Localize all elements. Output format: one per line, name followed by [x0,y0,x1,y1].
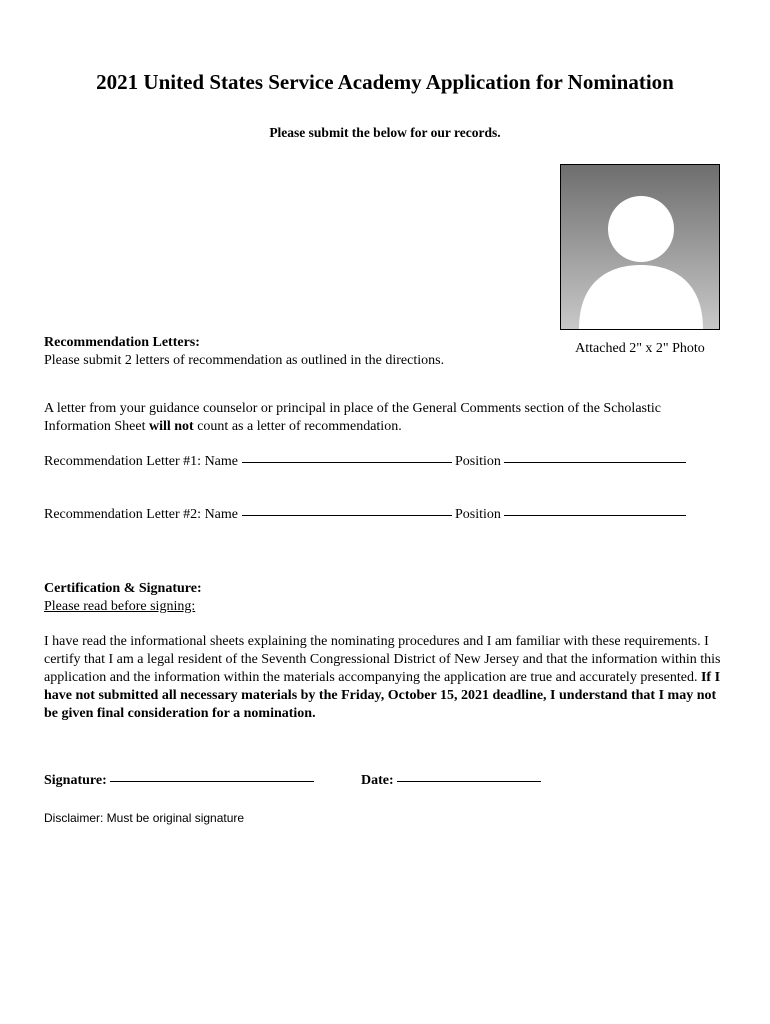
certification-heading: Certification & Signature: [44,581,202,596]
letter-1-name-field[interactable] [242,461,452,463]
recommendation-instruction: Please submit 2 letters of recommendation as outlined in the directions. [44,353,445,368]
letter-2-name-field[interactable] [242,514,452,516]
signature-disclaimer: Disclaimer: Must be original signature [44,811,245,825]
page-subtitle: Please submit the below for our records. [269,125,501,140]
letter-1-name-label: Recommendation Letter #1: Name [44,454,238,469]
date-field[interactable] [397,780,541,782]
certification-statement [44,633,724,723]
date-row [361,772,541,790]
letter-2-position-label: Position [455,507,501,522]
letter-1-position-label: Position [455,454,501,469]
signature-label: Signature: [44,773,107,788]
recommendation-letter-1-row [44,453,744,471]
letter-1-position-field[interactable] [504,461,686,463]
recommendation-letter-2-row [44,506,744,524]
date-label: Date: [361,773,394,788]
letter-2-position-field[interactable] [504,514,686,516]
photo-caption: Attached 2" x 2" Photo [575,341,705,356]
page-title: 2021 United States Service Academy Application for Nomination [96,70,674,94]
person-silhouette-icon [561,165,719,329]
note-text-1: A letter from your guidance counselor or principal in place of the General Comments section of the Scholastic Information Sheet [44,401,661,434]
recommendation-note [44,400,724,436]
photo-placeholder [560,164,720,330]
letter-2-name-label: Recommendation Letter #2: Name [44,507,238,522]
certification-subheading: Please read before signing: [44,599,196,614]
note-emphasis: will not [148,419,194,434]
signature-field[interactable] [110,780,314,782]
recommendation-heading: Recommendation Letters: [44,335,200,350]
certification-deadline-text: If I have not submitted all necessary materials by the Friday, October 15, 2021 deadline, I understand that I may not be given final consideration for a nomination. [44,670,721,721]
note-text-2: count as a letter of recommendation. [193,419,402,434]
certification-text: I have read the informational sheets explaining the nominating procedures and I am familiar with these requirements. I certify that I am a legal resident of the Seventh Congressional District of New Jersey and that the information within this application and the information within the materials accompanying the application are true and accurately presented. [44,634,721,685]
signature-row [44,772,314,790]
